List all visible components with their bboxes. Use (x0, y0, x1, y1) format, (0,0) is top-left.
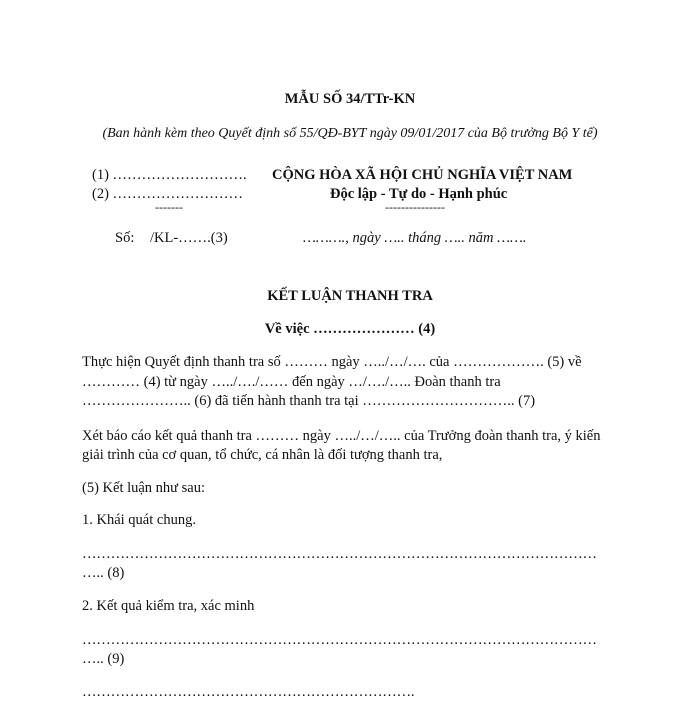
section-2-end: ….. (9) (82, 651, 125, 667)
national-motto: Độc lập - Tự do - Hạnh phúc (330, 186, 508, 202)
document-subject: Về việc ………………… (4) (264, 321, 436, 337)
trailing-dots: ……………………………………………………………. (82, 684, 415, 700)
section-2-heading: 2. Kết quả kiểm tra, xác minh (82, 598, 255, 614)
para1-line-2: ………… (4) từ ngày …../…./…… đến ngày …/…./….. Đoàn thanh tra (82, 374, 501, 390)
para2-line-2: giải trình của cơ quan, tổ chức, cá nhân là đối tượng thanh tra, (82, 447, 443, 463)
para1-line-1: Thực hiện Quyết định thanh tra số ……… ngày …../…/…. của ………………. (5) về (82, 354, 582, 370)
doc-number-label: Số: (115, 230, 135, 246)
issued-note: (Ban hành kèm theo Quyết định số 55/QĐ-BYT ngày 09/01/2017 của Bộ trưởng Bộ Y tế) (102, 126, 598, 141)
section-1-end: ….. (8) (82, 565, 125, 581)
conclusion-intro: (5) Kết luận như sau: (82, 480, 206, 496)
place-date-line: ………., ngày ….. tháng ….. năm ……. (303, 230, 527, 246)
section-1-heading: 1. Khái quát chung. (82, 512, 196, 528)
para2-line-1: Xét báo cáo kết quả thanh tra ……… ngày …../…/….. của Trưởng đoàn thanh tra, ý kiến (82, 428, 601, 444)
section-1-dots: ……………………………………………………………………………………………… (82, 546, 597, 562)
country-name: CỘNG HÒA XÃ HỘI CHỦ NGHĨA VIỆT NAM (272, 167, 573, 183)
agency-line-2: (2) ……………………… (92, 186, 244, 202)
agency-line-1: (1) ………………………. (92, 167, 247, 183)
motto-rule: --------------- (385, 200, 445, 214)
doc-number-value: /KL-…….(3) (150, 230, 228, 246)
para1-line-3: ………………….. (6) đã tiến hành thanh tra tại ………………………….. (7) (82, 393, 536, 409)
agency-rule: ------- (155, 200, 183, 214)
form-code: MẪU SỐ 34/TTr-KN (284, 91, 416, 107)
document-title: KẾT LUẬN THANH TRA (267, 288, 433, 304)
section-2-dots: ……………………………………………………………………………………………… (82, 632, 597, 648)
